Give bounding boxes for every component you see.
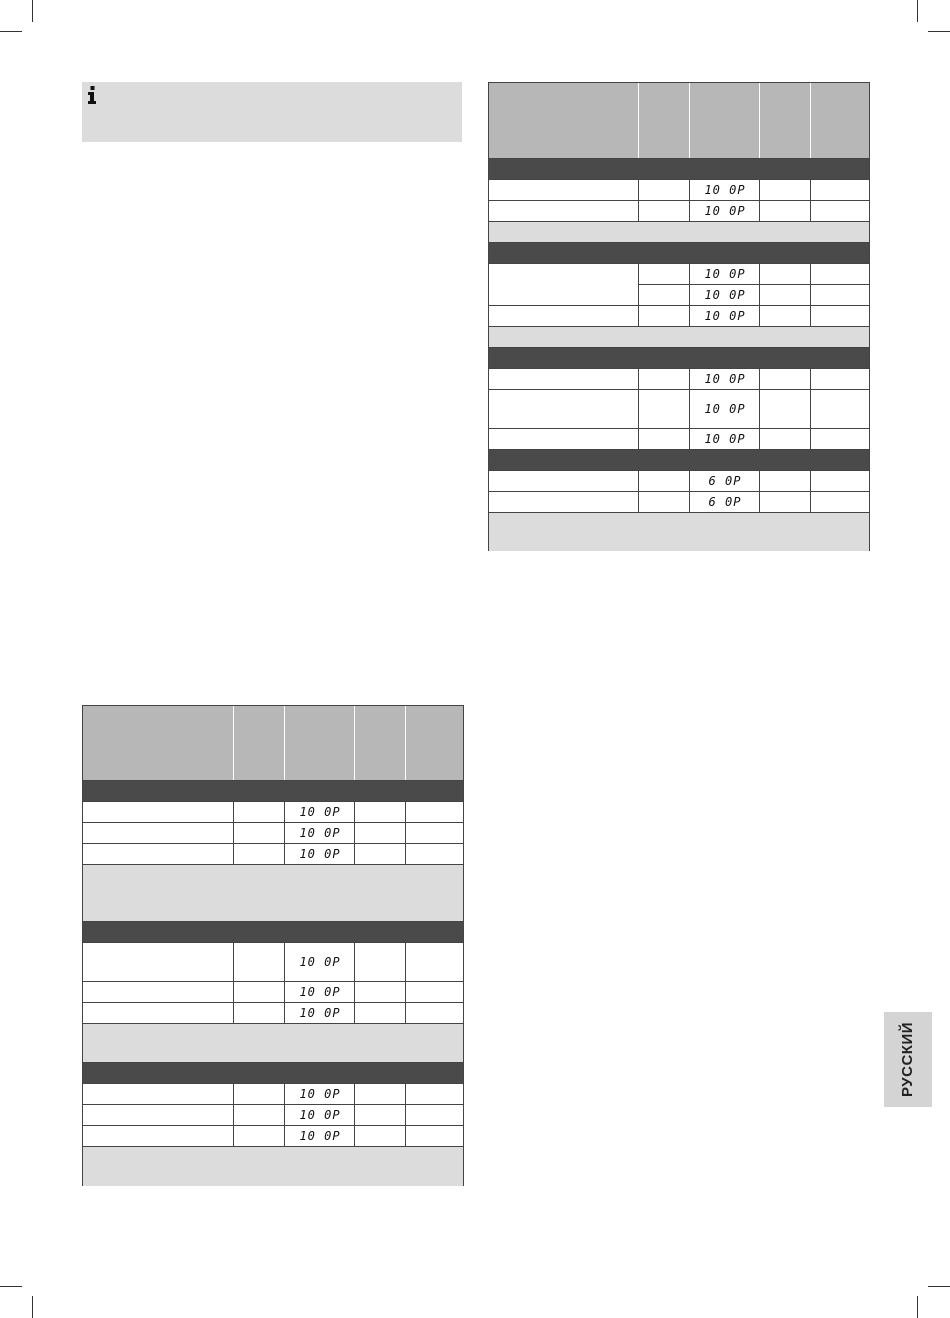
table-cell <box>489 429 638 449</box>
table-cell <box>638 180 690 200</box>
header-cell <box>689 83 760 158</box>
table-cell <box>405 1126 464 1146</box>
display-value: 10 0P <box>704 432 746 446</box>
table-cell <box>83 1003 233 1023</box>
table-cell <box>354 1084 406 1104</box>
table-cell <box>405 982 464 1002</box>
header-cell <box>489 83 638 158</box>
table-cell <box>810 390 870 428</box>
table-cell <box>233 982 285 1002</box>
display-cell <box>284 1084 355 1104</box>
table-cell <box>759 471 811 491</box>
table-cell <box>638 285 690 305</box>
display-value: 10 0P <box>704 204 746 218</box>
table-cell <box>83 982 233 1002</box>
table-cell <box>759 492 811 512</box>
table-cell <box>83 844 233 864</box>
header-cell <box>354 706 406 780</box>
table-cell <box>83 1105 233 1125</box>
display-cell <box>689 369 760 389</box>
section-header <box>83 780 463 802</box>
section-header <box>489 158 869 180</box>
display-value: 10 0P <box>299 1108 341 1122</box>
table-cell <box>233 823 285 843</box>
header-cell <box>405 706 464 780</box>
table-row <box>489 200 869 221</box>
table-cell <box>810 285 870 305</box>
table-cell <box>405 1084 464 1104</box>
table-header <box>83 706 463 780</box>
table-cell <box>489 471 638 491</box>
table-cell <box>759 306 811 326</box>
table-cell <box>83 1084 233 1104</box>
table-cell <box>638 390 690 428</box>
header-cell <box>233 706 285 780</box>
section-note <box>489 326 869 347</box>
table-cell <box>638 369 690 389</box>
table-cell <box>83 823 233 843</box>
table-cell <box>233 802 285 822</box>
table-cell <box>638 306 690 326</box>
table-cell <box>405 1105 464 1125</box>
table-cell <box>354 802 406 822</box>
info-icon <box>87 86 97 104</box>
display-cell <box>284 802 355 822</box>
display-value: 10 0P <box>299 1006 341 1020</box>
display-cell <box>689 471 760 491</box>
table-cell <box>354 823 406 843</box>
display-cell <box>284 943 355 981</box>
table-row <box>489 428 869 449</box>
table-row <box>83 1125 463 1146</box>
display-value: 10 0P <box>299 826 341 840</box>
table-row <box>489 491 869 512</box>
display-value: 6 0P <box>708 495 742 509</box>
display-cell <box>689 264 760 284</box>
section-header <box>489 242 869 264</box>
display-value: 10 0P <box>704 309 746 323</box>
table-row <box>489 305 869 326</box>
table-cell <box>405 802 464 822</box>
header-cell <box>284 706 355 780</box>
table-cell <box>405 943 464 981</box>
section-note <box>83 1023 463 1062</box>
display-value: 10 0P <box>299 847 341 861</box>
display-value: 10 0P <box>299 1129 341 1143</box>
table-cell <box>83 1126 233 1146</box>
table-cell <box>638 429 690 449</box>
display-value: 10 0P <box>704 288 746 302</box>
table-cell <box>83 943 233 981</box>
program-table-left <box>82 705 464 1186</box>
header-cell <box>810 83 870 158</box>
table-row <box>83 1083 463 1104</box>
table-row <box>83 981 463 1002</box>
display-cell <box>689 201 760 221</box>
display-value: 10 0P <box>299 985 341 999</box>
section-note <box>83 864 463 921</box>
table-row <box>83 801 463 822</box>
display-cell <box>689 492 760 512</box>
display-cell <box>284 1003 355 1023</box>
display-cell <box>689 180 760 200</box>
display-cell <box>689 390 760 428</box>
language-tab <box>884 1012 932 1107</box>
table-cell <box>233 1126 285 1146</box>
crop-mark <box>0 1286 22 1287</box>
table-row <box>83 822 463 843</box>
table-cell <box>405 844 464 864</box>
table-cell <box>759 285 811 305</box>
display-value: 10 0P <box>299 805 341 819</box>
table-cell <box>638 264 690 284</box>
crop-mark <box>0 31 22 32</box>
display-cell <box>689 285 760 305</box>
crop-mark <box>32 0 33 22</box>
table-row <box>489 368 869 389</box>
section-header <box>83 921 463 943</box>
table-cell <box>489 306 638 326</box>
table-header <box>489 83 869 158</box>
display-value: 10 0P <box>704 372 746 386</box>
header-cell <box>759 83 811 158</box>
table-cell <box>810 306 870 326</box>
table-cell <box>759 390 811 428</box>
display-cell <box>689 429 760 449</box>
display-cell <box>284 1126 355 1146</box>
table-row <box>489 179 869 200</box>
display-cell <box>284 844 355 864</box>
display-value: 10 0P <box>299 955 341 969</box>
table-cell <box>405 1003 464 1023</box>
table-row <box>83 1104 463 1125</box>
table-cell <box>354 1003 406 1023</box>
table-cell <box>354 844 406 864</box>
table-cell <box>810 492 870 512</box>
table-cell <box>810 180 870 200</box>
table-cell <box>354 1105 406 1125</box>
display-cell <box>284 823 355 843</box>
table-cell <box>759 264 811 284</box>
section-header <box>489 347 869 369</box>
table-cell <box>83 802 233 822</box>
display-value: 6 0P <box>708 474 742 488</box>
table-row <box>638 284 869 305</box>
table-cell <box>354 982 406 1002</box>
crop-mark <box>917 0 918 22</box>
table-cell <box>810 429 870 449</box>
table-cell <box>489 180 638 200</box>
table-cell <box>233 844 285 864</box>
table-cell <box>405 823 464 843</box>
table-cell <box>638 492 690 512</box>
crop-mark <box>32 1296 33 1318</box>
table-cell <box>233 1105 285 1125</box>
display-cell <box>689 306 760 326</box>
table-row <box>83 942 463 981</box>
crop-mark <box>928 31 950 32</box>
table-cell <box>759 180 811 200</box>
table-cell <box>638 471 690 491</box>
table-cell <box>354 1126 406 1146</box>
table-cell <box>638 201 690 221</box>
table-cell <box>810 471 870 491</box>
table-cell <box>233 943 285 981</box>
table-cell <box>233 1003 285 1023</box>
section-note <box>83 1146 463 1186</box>
section-header <box>489 449 869 471</box>
section-note <box>489 512 869 551</box>
display-value: 10 0P <box>704 402 746 416</box>
table-cell <box>233 1084 285 1104</box>
program-table-right <box>488 82 870 551</box>
header-cell <box>83 706 233 780</box>
crop-mark <box>917 1296 918 1318</box>
table-cell <box>489 390 638 428</box>
table-row <box>83 1002 463 1023</box>
table-cell <box>489 492 638 512</box>
table-row <box>489 470 869 491</box>
crop-mark <box>928 1286 950 1287</box>
section-header <box>83 1062 463 1084</box>
table-cell <box>759 201 811 221</box>
table-cell <box>489 201 638 221</box>
info-note <box>82 82 462 142</box>
display-value: 10 0P <box>704 183 746 197</box>
table-cell <box>489 264 638 305</box>
header-cell <box>638 83 690 158</box>
table-cell <box>489 369 638 389</box>
display-cell <box>284 1105 355 1125</box>
table-row <box>489 389 869 428</box>
table-cell <box>810 201 870 221</box>
section-note <box>489 221 869 242</box>
table-cell <box>759 369 811 389</box>
display-value: 10 0P <box>299 1087 341 1101</box>
table-row <box>638 263 869 284</box>
display-value: 10 0P <box>704 267 746 281</box>
table-cell <box>810 369 870 389</box>
table-cell <box>759 429 811 449</box>
table-row <box>83 843 463 864</box>
table-cell <box>354 943 406 981</box>
language-tab-label: РУССКИЙ <box>899 1021 917 1098</box>
display-cell <box>284 982 355 1002</box>
table-cell <box>810 264 870 284</box>
